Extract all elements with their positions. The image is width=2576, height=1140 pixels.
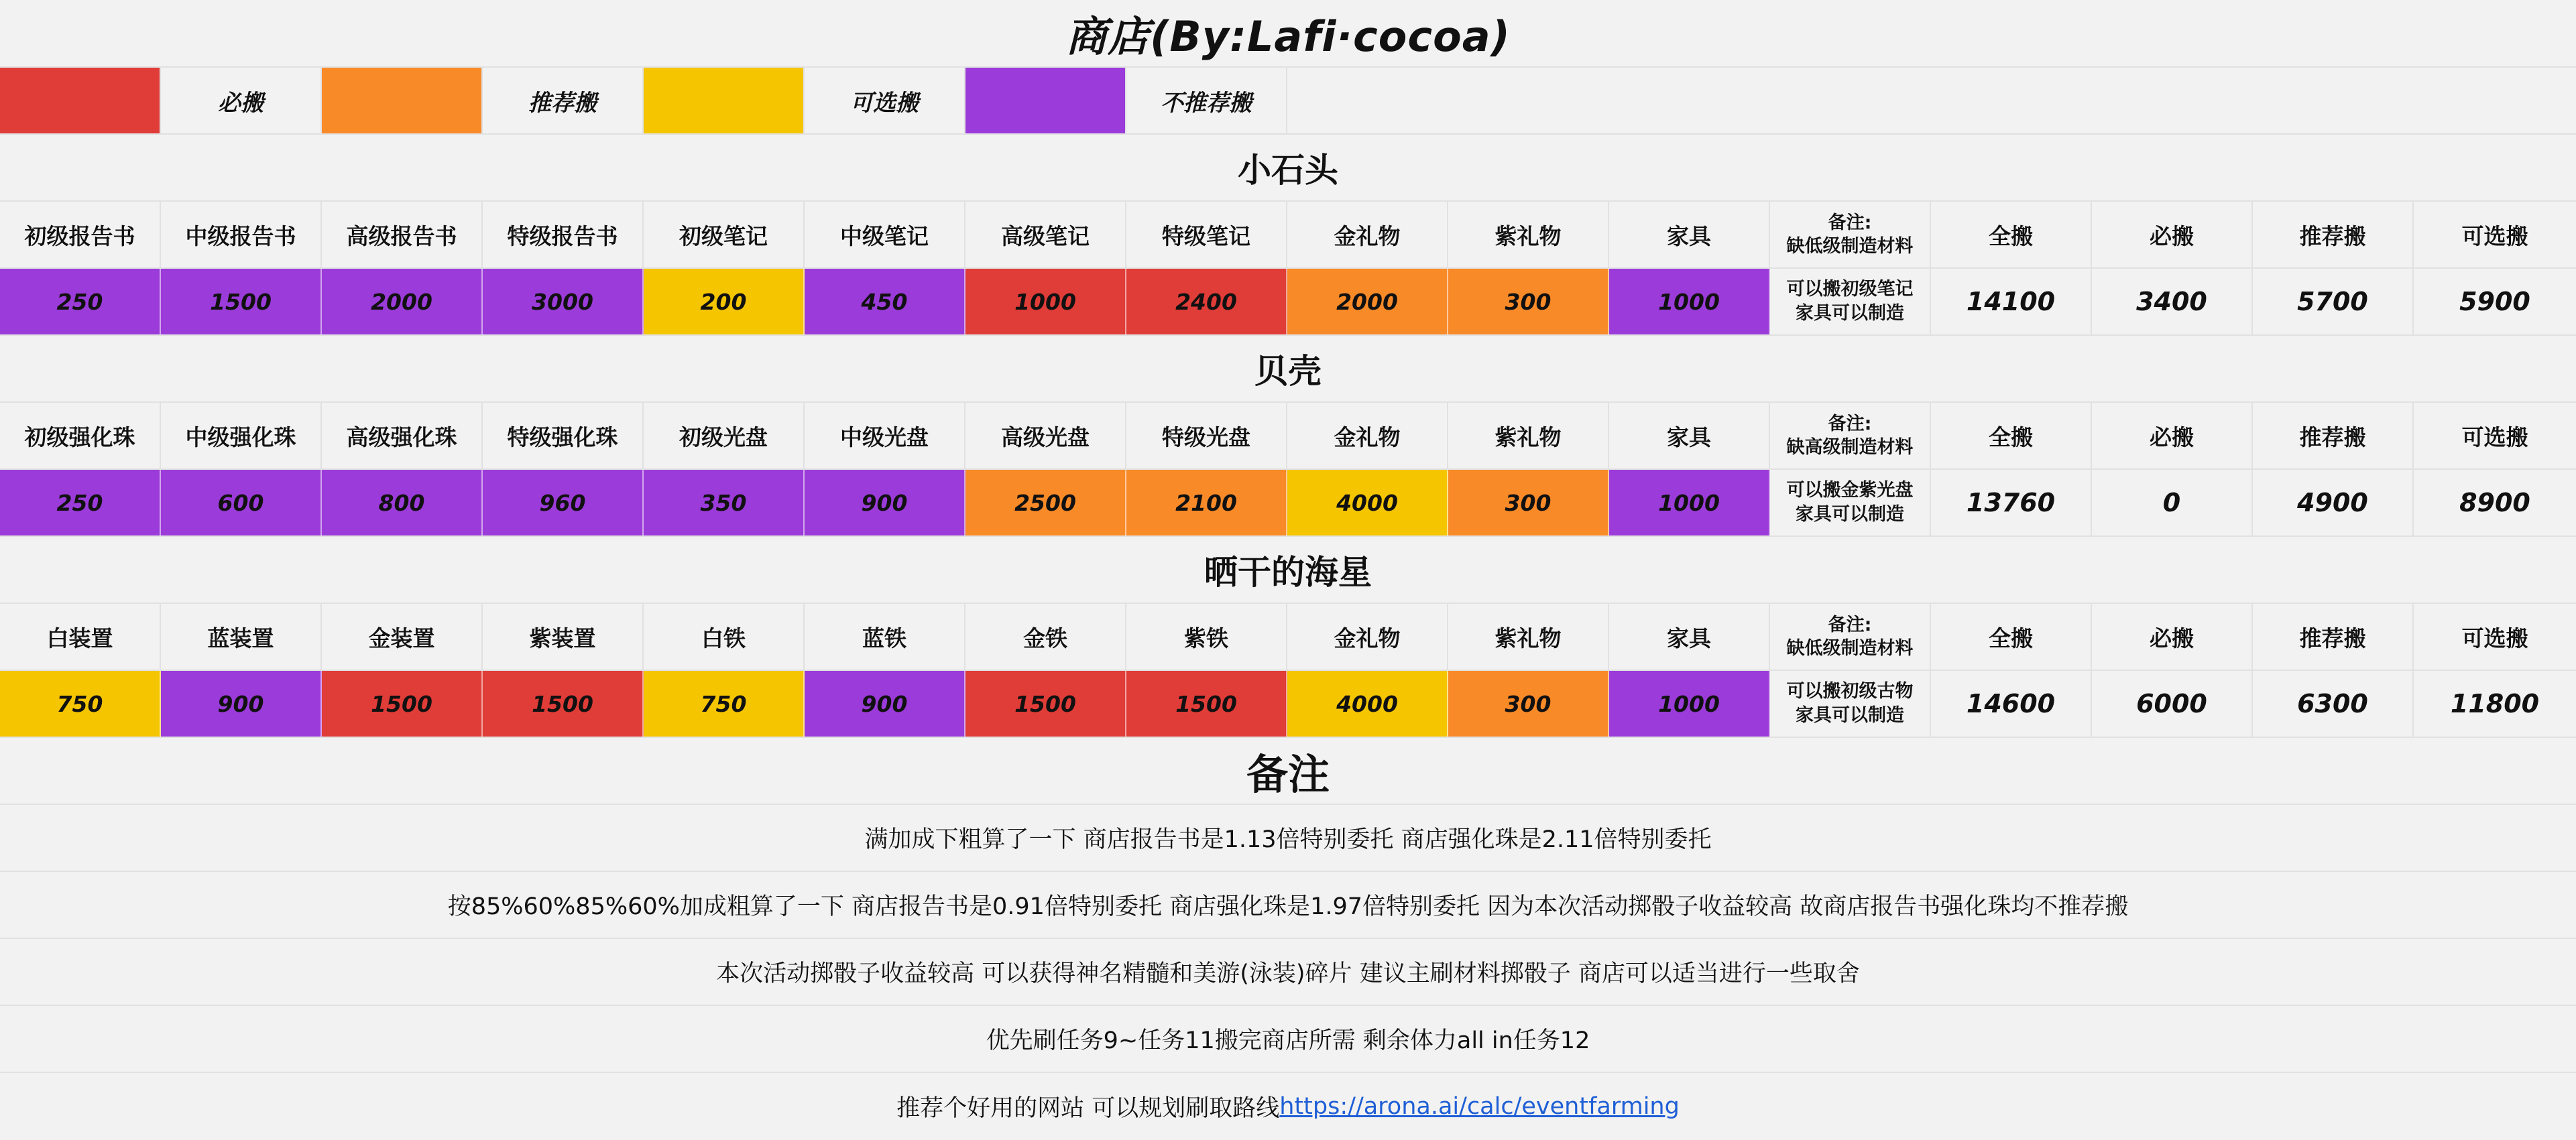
item-price: 800 [322, 470, 483, 535]
note-value-cell [1770, 269, 1931, 334]
item-price: 4000 [1287, 470, 1448, 535]
remark-row [0, 939, 2576, 1006]
item-name: 特级光盘 [1126, 403, 1287, 468]
item-name: 高级强化珠 [322, 403, 483, 468]
legend-label-must: 必搬 [161, 68, 322, 133]
item-name: 金礼物 [1287, 604, 1448, 670]
item-price: 1500 [1126, 671, 1287, 737]
section-title-row [0, 537, 2576, 604]
item-name: 紫铁 [1126, 604, 1287, 670]
total-header: 必搬 [2092, 202, 2253, 267]
item-name: 高级光盘 [965, 403, 1126, 468]
legend-swatch-not_recommend [965, 68, 1126, 133]
item-name: 金装置 [322, 604, 483, 670]
total-value: 11800 [2450, 689, 2540, 718]
legend-swatch-must [0, 68, 161, 133]
item-price: 1500 [161, 269, 322, 334]
item-price: 1500 [322, 671, 483, 737]
item-name: 紫礼物 [1448, 403, 1609, 468]
total-header: 必搬 [2092, 604, 2253, 670]
item-price: 750 [644, 671, 805, 737]
item-price: 2400 [1126, 269, 1287, 334]
eventfarming-link[interactable]: https://arona.ai/calc/eventfarming [1279, 1093, 1680, 1120]
item-price: 450 [805, 269, 965, 334]
total-value: 5900 [2459, 287, 2530, 316]
total-value: 14100 [1931, 269, 2092, 334]
item-name: 家具 [1609, 403, 1770, 468]
section-value-row [0, 671, 2576, 738]
remark-line-4: 优先刷任务9~任务11搬完商店所需 剩余体力all in任务12 [986, 1027, 1590, 1054]
item-name: 特级强化珠 [483, 403, 644, 468]
sections [0, 135, 2576, 738]
note-value-line: 可以搬初级古物 [1786, 680, 1914, 702]
section-header-row [0, 604, 2576, 671]
total-header: 全搬 [1931, 403, 2092, 468]
note-header-cell [1770, 403, 1931, 468]
item-name: 初级强化珠 [0, 403, 161, 468]
section-title: 贝壳 [1254, 352, 1322, 391]
section-value-row [0, 470, 2576, 537]
item-price: 300 [1448, 671, 1609, 737]
note-header [1787, 412, 1914, 459]
legend-row [0, 68, 2576, 135]
item-name: 特级报告书 [483, 202, 644, 267]
legend-swatch-recommend [322, 68, 483, 133]
item-name: 紫礼物 [1448, 202, 1609, 267]
item-name: 高级报告书 [322, 202, 483, 267]
item-price: 250 [0, 269, 161, 334]
note-value [1787, 277, 1914, 326]
note-value [1787, 680, 1914, 729]
note-value-line: 可以搬金紫光盘 [1786, 479, 1914, 501]
item-name: 中级强化珠 [161, 403, 322, 468]
legend-swatch-optional [644, 68, 805, 133]
note-value-cell [1770, 671, 1931, 737]
section-title-row [0, 135, 2576, 202]
item-name: 中级笔记 [805, 202, 965, 267]
remark-link-row [0, 1073, 2576, 1140]
remark-link-prefix: 推荐个好用的网站 可以规划刷取路线 [896, 1095, 1280, 1122]
item-price: 200 [644, 269, 805, 334]
total-header: 必搬 [2092, 403, 2253, 468]
total-value: 14600 [1931, 671, 2092, 737]
item-price: 3000 [483, 269, 644, 334]
section-title: 小石头 [1238, 151, 1338, 190]
section-value-row [0, 269, 2576, 336]
item-name: 高级笔记 [965, 202, 1126, 267]
remark-row [0, 872, 2576, 939]
note-header [1787, 211, 1914, 258]
note-value-line: 家具可以制造 [1796, 303, 1904, 324]
item-name: 家具 [1609, 604, 1770, 670]
item-price: 2000 [1287, 269, 1448, 334]
note-header-line: 备注: [1828, 212, 1872, 233]
item-price: 2500 [965, 470, 1126, 535]
remarks-title: 备注 [1246, 749, 1330, 799]
remark-line-1: 满加成下粗算了一下 商店报告书是1.13倍特别委托 商店强化珠是2.11倍特别委托 [864, 826, 1712, 853]
total-header: 推荐搬 [2253, 604, 2414, 670]
item-name: 金礼物 [1287, 403, 1448, 468]
remark-row [0, 805, 2576, 872]
note-header-line: 备注: [1828, 614, 1872, 635]
total-header: 全搬 [1931, 202, 2092, 267]
item-price: 900 [161, 671, 322, 737]
legend-label-optional: 可选搬 [805, 68, 965, 133]
total-header: 可选搬 [2461, 625, 2528, 651]
item-price: 1500 [483, 671, 644, 737]
remarks-title-row [0, 738, 2576, 805]
item-name: 中级报告书 [161, 202, 322, 267]
remark-line-3: 本次活动掷骰子收益较高 可以获得神名精髓和美游(泳装)碎片 建议主刷材料掷骰子 商店可以适当进行一些取舍 [716, 960, 1860, 987]
section-title-row [0, 336, 2576, 403]
item-name: 初级报告书 [0, 202, 161, 267]
item-price: 900 [805, 470, 965, 535]
item-price: 1000 [1609, 269, 1770, 334]
note-header-line: 备注: [1828, 413, 1872, 434]
item-price: 4000 [1287, 671, 1448, 737]
item-name: 金礼物 [1287, 202, 1448, 267]
total-header: 推荐搬 [2253, 403, 2414, 468]
total-header: 推荐搬 [2253, 202, 2414, 267]
item-price: 2000 [322, 269, 483, 334]
remark-line-2: 按85%60%85%60%加成粗算了一下 商店报告书是0.91倍特别委托 商店强化珠是1.97倍特别委托 因为本次活动掷骰子收益较高 故商店报告书强化珠均不推荐搬 [447, 893, 2129, 920]
item-name: 初级笔记 [644, 202, 805, 267]
note-header-cell [1770, 604, 1931, 670]
note-header-line: 缺低级制造材料 [1786, 638, 1914, 659]
item-name: 紫装置 [483, 604, 644, 670]
item-price: 2100 [1126, 470, 1287, 535]
total-header: 可选搬 [2461, 223, 2528, 249]
item-price: 900 [805, 671, 965, 737]
total-value: 5700 [2253, 269, 2414, 334]
item-name: 白铁 [644, 604, 805, 670]
note-header-line: 缺低级制造材料 [1786, 236, 1914, 257]
note-header-cell [1770, 202, 1931, 267]
item-price: 1500 [965, 671, 1126, 737]
note-value-cell [1770, 470, 1931, 535]
remark-link-line [0, 1073, 2576, 1140]
total-value: 3400 [2092, 269, 2253, 334]
item-price: 1000 [1609, 671, 1770, 737]
item-price: 250 [0, 470, 161, 535]
total-value: 8900 [2459, 488, 2530, 517]
note-value-line: 家具可以制造 [1796, 705, 1904, 726]
note-value [1787, 479, 1914, 527]
item-name: 特级笔记 [1126, 202, 1287, 267]
total-header: 可选搬 [2461, 424, 2528, 450]
item-price: 300 [1448, 269, 1609, 334]
total-value: 13760 [1931, 470, 2092, 535]
title-row [0, 0, 2576, 68]
note-value-line: 家具可以制造 [1796, 504, 1904, 525]
total-value: 0 [2092, 470, 2253, 535]
item-price: 1000 [965, 269, 1126, 334]
section-title: 晒干的海星 [1204, 553, 1372, 592]
item-name: 白装置 [0, 604, 161, 670]
item-price: 600 [161, 470, 322, 535]
legend-filler [1287, 68, 2576, 133]
item-name: 初级光盘 [644, 403, 805, 468]
note-header-line: 缺高级制造材料 [1786, 437, 1914, 458]
item-price: 350 [644, 470, 805, 535]
total-value: 6300 [2253, 671, 2414, 737]
item-price: 750 [0, 671, 161, 737]
item-name: 紫礼物 [1448, 604, 1609, 670]
legend-label-recommend: 推荐搬 [483, 68, 644, 133]
legend-label-not_recommend: 不推荐搬 [1126, 68, 1287, 133]
item-name: 家具 [1609, 202, 1770, 267]
page-title: 商店(By:Lafi·cocoa) [1065, 12, 1511, 61]
total-value: 4900 [2253, 470, 2414, 535]
item-price: 300 [1448, 470, 1609, 535]
item-name: 蓝装置 [161, 604, 322, 670]
item-price: 1000 [1609, 470, 1770, 535]
item-name: 金铁 [965, 604, 1126, 670]
note-header [1787, 613, 1914, 660]
total-header: 全搬 [1931, 604, 2092, 670]
item-name: 蓝铁 [805, 604, 965, 670]
section-header-row [0, 202, 2576, 269]
remark-row [0, 1006, 2576, 1073]
item-price: 960 [483, 470, 644, 535]
total-value: 6000 [2092, 671, 2253, 737]
note-value-line: 可以搬初级笔记 [1786, 278, 1914, 300]
section-header-row [0, 403, 2576, 470]
item-name: 中级光盘 [805, 403, 965, 468]
